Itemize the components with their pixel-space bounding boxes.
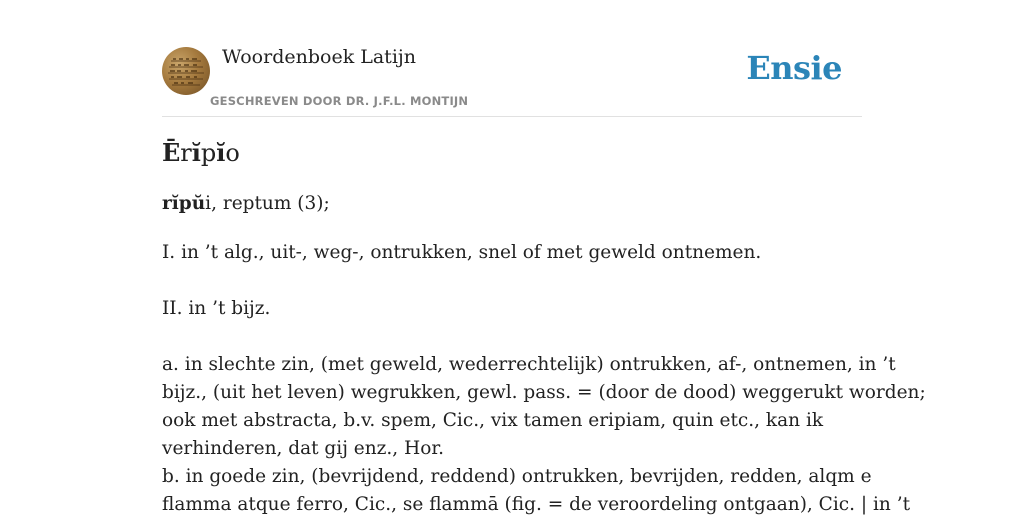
entry-title-letter: Ē [162, 138, 181, 167]
entry-definition [162, 239, 926, 519]
definition-line: I. in ’t alg., uit-, weg-, ontrukken, snel of met geweld ontnemen. [162, 242, 762, 263]
site-header [162, 44, 862, 117]
paragraph-gap [162, 267, 862, 295]
definition-line: bijz., (uit het leven) wegrukken, gewl. pass. = (door de dood) weggerukt worden; [162, 382, 926, 403]
entry-title-letter: o [225, 139, 240, 167]
paragraph-gap [162, 323, 862, 351]
brand-logo[interactable]: Ensie [746, 49, 842, 87]
definition-line: II. in ’t bijz. [162, 298, 271, 319]
definition-line: b. in goede zin, (bevrijdend, reddend) ontrukken, bevrijden, redden, alqm e [162, 466, 872, 487]
entry-title-letter: ĭ [191, 138, 201, 167]
entry-title [162, 138, 240, 167]
entry-title-letter: p [200, 139, 217, 167]
entry-title-letter: ĭ [216, 138, 226, 167]
entry-title-letter: r [180, 139, 192, 167]
definition-line: flamma atque ferro, Cic., se flammā (fig. = de veroordeling ontgaan), Cic. | in ’t [162, 494, 911, 515]
definition-line: a. in slechte zin, (met geweld, wederrechtelijk) ontrukken, af-, ontnemen, in ’t [162, 354, 896, 375]
definition-line: verhinderen, dat gij enz., Hor. [162, 438, 445, 459]
principal-parts-stem: rĭpŭ [162, 193, 206, 214]
latin-inscription-coin-icon[interactable] [162, 47, 210, 95]
author-byline[interactable]: GESCHREVEN DOOR DR. J.F.L. MONTIJN [210, 94, 469, 108]
dictionary-title[interactable]: Woordenboek Latijn [222, 46, 417, 68]
principal-parts [162, 193, 330, 214]
principal-parts-rest: i, reptum (3); [205, 193, 330, 214]
definition-line: ook met abstracta, b.v. spem, Cic., vix tamen eripiam, quin etc., kan ik [162, 410, 824, 431]
